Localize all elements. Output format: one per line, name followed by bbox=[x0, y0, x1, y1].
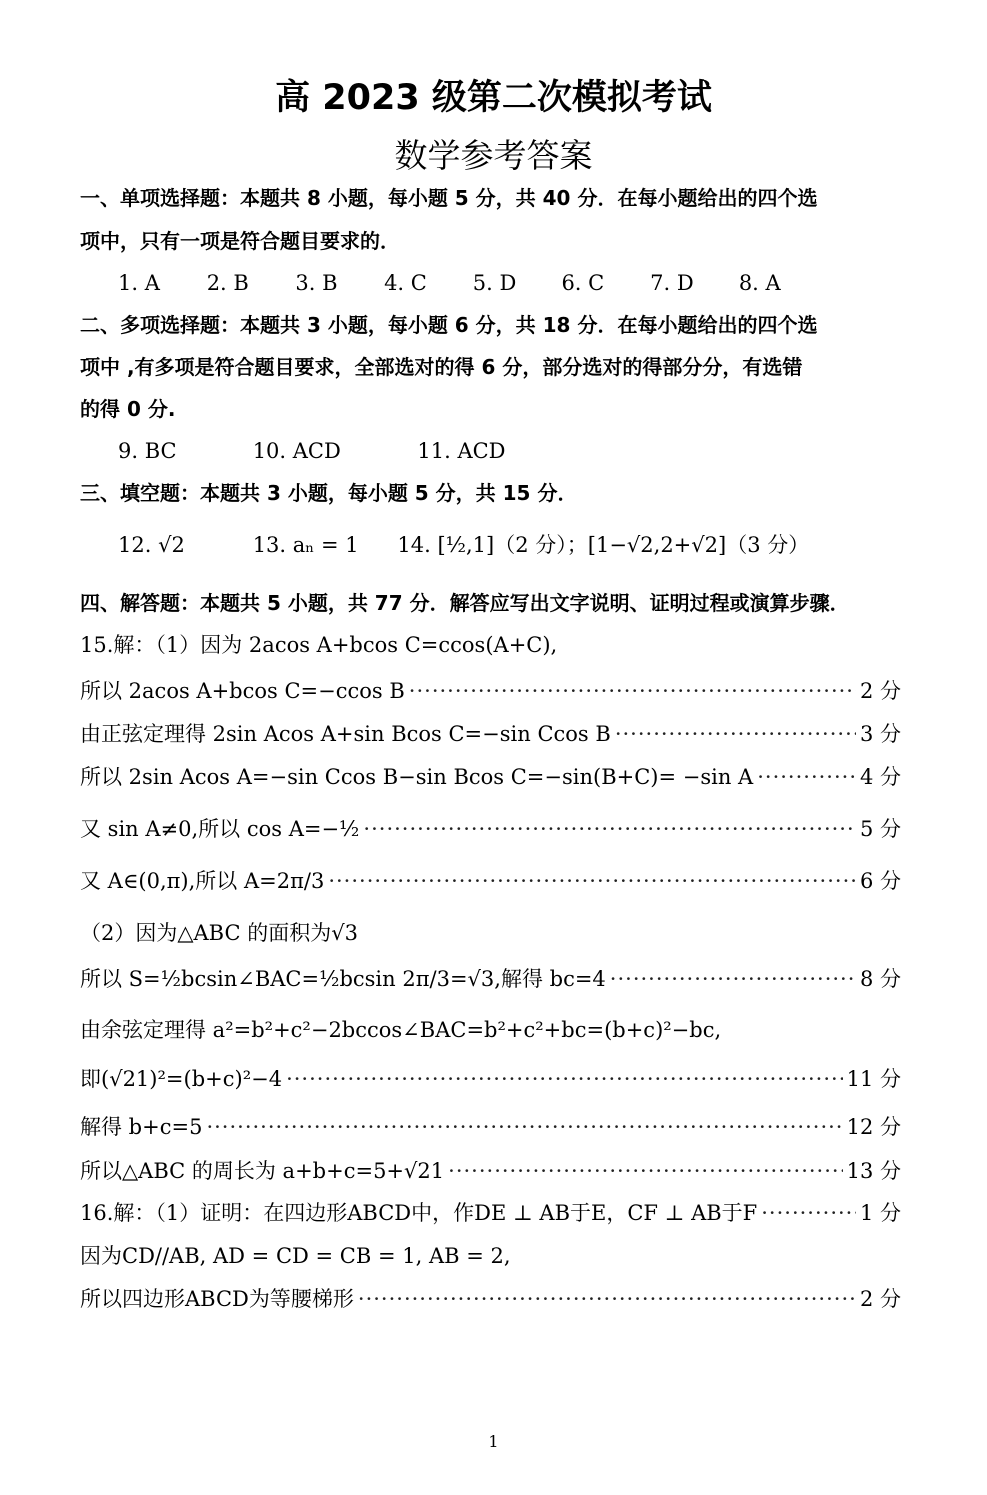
section3-answers bbox=[118, 530, 901, 560]
step-score: 12 分 bbox=[846, 1115, 901, 1139]
section3-heading: 三、填空题：本题共 3 小题，每小题 5 分，共 15 分． bbox=[80, 481, 578, 505]
answer-13: 13. aₙ = 1 bbox=[252, 533, 359, 557]
answer-4: 4. C bbox=[384, 271, 427, 295]
answer-5: 5. D bbox=[472, 271, 517, 295]
q15-step-7 bbox=[80, 1064, 901, 1094]
answer-6: 6. C bbox=[561, 271, 605, 295]
answer-14: 14. [½,1]（2 分）；[1−√2,2+√2]（3 分） bbox=[397, 533, 810, 557]
q15-step-8 bbox=[80, 1112, 901, 1142]
step-text: 解得 b+c=5 bbox=[80, 1115, 203, 1139]
step-text: 所以△ABC 的周长为 a+b+c=5+√21 bbox=[80, 1159, 445, 1183]
step-score: 4 分 bbox=[859, 765, 901, 789]
section4-heading: 四、解答题：本题共 5 小题，共 77 分．解答应写出文字说明、证明过程或演算步骤． bbox=[80, 591, 850, 615]
step-score: 6 分 bbox=[859, 869, 901, 893]
q16-step-2 bbox=[80, 1284, 901, 1314]
step-text: 又 A∈(0,π),所以 A=2π/3 bbox=[80, 869, 325, 893]
answer-7: 7. D bbox=[650, 271, 694, 295]
step-score: 3 分 bbox=[859, 722, 901, 746]
q15-cosine-law: 由余弦定理得 a²=b²+c²−2bccos∠BAC=b²+c²+bc=(b+c)²−bc, bbox=[80, 1018, 722, 1042]
step-text: 又 sin A≠0,所以 cos A=−½ bbox=[80, 817, 360, 841]
q15-step-6 bbox=[80, 964, 901, 994]
dot-leader bbox=[286, 1064, 843, 1094]
answer-12: 12. √2 bbox=[118, 533, 185, 557]
step-score: 2 分 bbox=[859, 679, 901, 703]
page-number: 1 bbox=[488, 1432, 499, 1451]
answer-8: 8. A bbox=[738, 271, 781, 295]
step-text: 所以 2acos A+bcos C=−ccos B bbox=[80, 679, 405, 703]
answer-2: 2. B bbox=[206, 271, 249, 295]
step-score: 11 分 bbox=[846, 1067, 901, 1091]
answer-10: 10. ACD bbox=[252, 439, 341, 463]
section2-heading-line2: 项中 ,有多项是符合题目要求，全部选对的得 6 分，部分选对的得部分分，有选错 bbox=[80, 355, 803, 379]
step-score: 1 分 bbox=[859, 1201, 901, 1225]
q15-step-5 bbox=[80, 866, 901, 896]
answer-1: 1. A bbox=[118, 271, 160, 295]
q15-step-1 bbox=[80, 676, 901, 706]
step-score: 13 分 bbox=[846, 1159, 901, 1183]
q15-step-3 bbox=[80, 762, 901, 792]
q15-intro: 15.解：（1）因为 2acos A+bcos C=ccos(A+C), bbox=[80, 633, 558, 657]
page-title: 高 2023 级第二次模拟考试 bbox=[275, 78, 712, 118]
step-score: 5 分 bbox=[859, 817, 901, 841]
step-text: 所以 2sin Acos A=−sin Ccos B−sin Bcos C=−sin(B+C)= −sin A bbox=[80, 765, 754, 789]
section2-answers bbox=[118, 436, 901, 466]
dot-leader bbox=[757, 762, 856, 792]
dot-leader bbox=[610, 964, 856, 994]
dot-leader bbox=[358, 1284, 856, 1314]
q16-line-2: 因为CD//AB, AD = CD = CB = 1, AB = 2, bbox=[80, 1244, 511, 1268]
answer-3: 3. B bbox=[295, 271, 338, 295]
step-text: 所以 S=½bcsin∠BAC=½bcsin 2π/3=√3,解得 bc=4 bbox=[80, 967, 606, 991]
dot-leader bbox=[615, 719, 856, 749]
section1-heading-line1: 一、单项选择题：本题共 8 小题，每小题 5 分，共 40 分．在每小题给出的四个选 bbox=[80, 186, 818, 210]
q15-step-4 bbox=[80, 814, 901, 844]
dot-leader bbox=[328, 866, 856, 896]
dot-leader bbox=[448, 1156, 842, 1186]
answer-11: 11. ACD bbox=[417, 439, 506, 463]
section1-heading-line2: 项中，只有一项是符合题目要求的． bbox=[80, 229, 400, 253]
step-score: 2 分 bbox=[859, 1287, 901, 1311]
q15-part2: （2）因为△ABC 的面积为√3 bbox=[80, 921, 358, 945]
section1-answers bbox=[118, 268, 901, 298]
section2-heading-line3: 的得 0 分. bbox=[80, 397, 176, 421]
q15-step-9 bbox=[80, 1156, 901, 1186]
step-text: 所以四边形ABCD为等腰梯形 bbox=[80, 1287, 354, 1311]
step-text: 16.解：（1）证明：在四边形ABCD中，作DE ⊥ AB于E，CF ⊥ AB于F bbox=[80, 1201, 758, 1225]
dot-leader bbox=[409, 676, 856, 706]
dot-leader bbox=[206, 1112, 842, 1142]
dot-leader bbox=[761, 1198, 856, 1228]
q15-step-2 bbox=[80, 719, 901, 749]
section2-heading-line1: 二、多项选择题：本题共 3 小题，每小题 6 分，共 18 分．在每小题给出的四个选 bbox=[80, 313, 818, 337]
page-subtitle: 数学参考答案 bbox=[394, 136, 593, 175]
step-text: 即(√21)²=(b+c)²−4 bbox=[80, 1067, 283, 1091]
q16-step-1 bbox=[80, 1198, 901, 1228]
step-score: 8 分 bbox=[859, 967, 901, 991]
dot-leader bbox=[363, 814, 856, 844]
answer-9: 9. BC bbox=[118, 439, 177, 463]
step-text: 由正弦定理得 2sin Acos A+sin Bcos C=−sin Ccos B bbox=[80, 722, 611, 746]
